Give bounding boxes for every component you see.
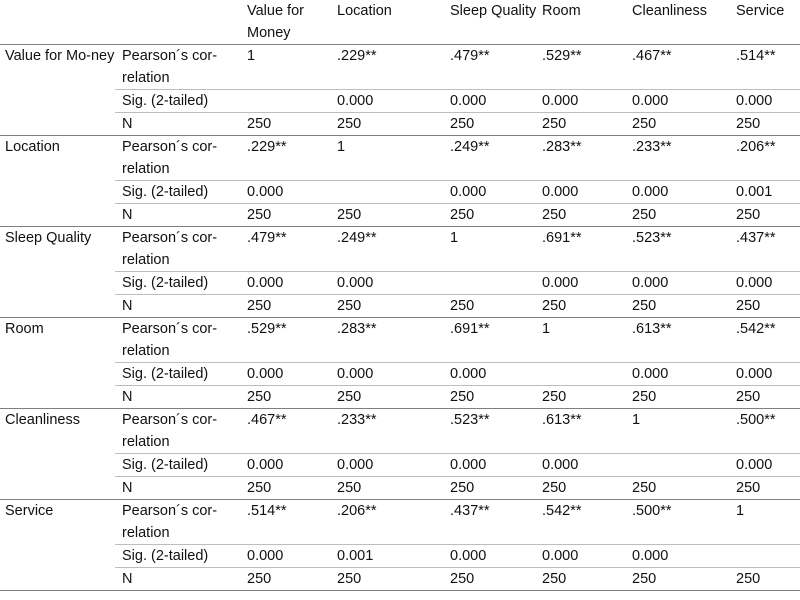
table-cell: 250 [332, 568, 445, 591]
table-cell: 0.000 [731, 363, 800, 386]
statistic-label: Sig. (2-tailed) [115, 272, 242, 295]
table-cell: 250 [731, 568, 800, 591]
table-cell: 250 [627, 204, 731, 227]
table-cell: .206** [332, 500, 445, 545]
statistic-label: Sig. (2-tailed) [115, 181, 242, 204]
table-cell: 250 [332, 295, 445, 318]
variable-name: Location [0, 136, 115, 227]
table-cell: .523** [627, 227, 731, 272]
table-cell: 0.000 [445, 454, 537, 477]
table-cell: .479** [242, 227, 332, 272]
table-cell: 0.000 [627, 545, 731, 568]
table-cell: 0.000 [242, 454, 332, 477]
table-cell: 0.000 [627, 272, 731, 295]
statistic-label: Pearson´s cor-relation [115, 409, 242, 454]
table-cell: 0.000 [537, 545, 627, 568]
variable-name: Cleanliness [0, 409, 115, 500]
table-cell: 0.001 [731, 181, 800, 204]
table-cell: .437** [731, 227, 800, 272]
n-row [0, 386, 800, 409]
table-cell: 250 [242, 295, 332, 318]
table-cell: 0.000 [242, 545, 332, 568]
table-cell: 250 [537, 568, 627, 591]
table-cell: .500** [627, 500, 731, 545]
column-header-service: Service [731, 0, 800, 45]
statistic-label: Pearson´s cor-relation [115, 136, 242, 181]
table-cell: .613** [627, 318, 731, 363]
header-row [0, 0, 800, 45]
table-cell: .691** [537, 227, 627, 272]
corner-cell [0, 0, 115, 45]
table-cell: 0.000 [332, 454, 445, 477]
table-cell: .467** [242, 409, 332, 454]
table-cell: .479** [445, 45, 537, 90]
sig-row [0, 90, 800, 113]
column-header-room: Room [537, 0, 627, 45]
table-cell: .206** [731, 136, 800, 181]
table-cell: .437** [445, 500, 537, 545]
table-cell: 250 [242, 477, 332, 500]
table-cell: 250 [627, 568, 731, 591]
table-cell: 0.000 [332, 272, 445, 295]
table-cell: 250 [332, 386, 445, 409]
table-cell: 250 [445, 295, 537, 318]
table-cell [537, 363, 627, 386]
statistic-label: N [115, 386, 242, 409]
table-cell: 1 [731, 500, 800, 545]
table-cell: .691** [445, 318, 537, 363]
n-row [0, 568, 800, 591]
table-cell: 0.000 [242, 363, 332, 386]
variable-name: Value for Mo-ney [0, 45, 115, 136]
table-cell: 0.000 [537, 90, 627, 113]
pearson-row [0, 45, 800, 90]
stat-header-cell [115, 0, 242, 45]
statistic-label: Pearson´s cor-relation [115, 318, 242, 363]
table-cell: 250 [445, 113, 537, 136]
variable-name: Room [0, 318, 115, 409]
table-cell: .523** [445, 409, 537, 454]
table-cell: .229** [332, 45, 445, 90]
table-cell: 0.000 [242, 181, 332, 204]
statistic-label: Sig. (2-tailed) [115, 545, 242, 568]
table-cell: 0.000 [445, 545, 537, 568]
table-cell: .500** [731, 409, 800, 454]
table-cell: 1 [627, 409, 731, 454]
table-cell: 250 [445, 568, 537, 591]
sig-row [0, 454, 800, 477]
table-cell: 0.000 [445, 90, 537, 113]
table-cell: 1 [332, 136, 445, 181]
table-cell: 0.000 [332, 363, 445, 386]
statistic-label: Pearson´s cor-relation [115, 45, 242, 90]
table-cell: 0.000 [332, 90, 445, 113]
pearson-row [0, 500, 800, 545]
table-cell: 250 [332, 113, 445, 136]
pearson-row [0, 136, 800, 181]
column-header-location: Location [332, 0, 445, 45]
column-header-sleep-quality: Sleep Quality [445, 0, 537, 45]
table-cell: .542** [537, 500, 627, 545]
table-cell: .233** [627, 136, 731, 181]
table-cell: 0.000 [627, 181, 731, 204]
table-cell: 0.000 [445, 363, 537, 386]
table-cell: 250 [731, 477, 800, 500]
table-cell: 250 [242, 386, 332, 409]
table-cell: .233** [332, 409, 445, 454]
table-cell: 250 [242, 113, 332, 136]
table-cell: .249** [445, 136, 537, 181]
table-header [0, 0, 800, 45]
table-cell: .229** [242, 136, 332, 181]
table-cell: 0.000 [627, 363, 731, 386]
table-cell: .529** [537, 45, 627, 90]
table-cell [627, 454, 731, 477]
statistic-label: Sig. (2-tailed) [115, 363, 242, 386]
table-cell: 0.000 [537, 454, 627, 477]
table-cell: 250 [537, 386, 627, 409]
table-cell: 250 [627, 113, 731, 136]
table-cell: 250 [537, 295, 627, 318]
table-cell: 0.000 [731, 454, 800, 477]
table-cell: 0.000 [242, 272, 332, 295]
table-cell: 250 [537, 204, 627, 227]
table-cell: 250 [445, 204, 537, 227]
table-cell: 1 [445, 227, 537, 272]
sig-row [0, 363, 800, 386]
n-row [0, 477, 800, 500]
n-row [0, 113, 800, 136]
table-cell: 250 [627, 477, 731, 500]
variable-name: Service [0, 500, 115, 591]
pearson-row [0, 409, 800, 454]
table-cell: .283** [537, 136, 627, 181]
table-cell: 0.000 [731, 90, 800, 113]
table-cell [332, 181, 445, 204]
column-header-value-for-money: Value for Money [242, 0, 332, 45]
table-cell: 250 [332, 477, 445, 500]
statistic-label: N [115, 568, 242, 591]
table-cell: 0.000 [537, 272, 627, 295]
sig-row [0, 545, 800, 568]
table-cell: 250 [627, 295, 731, 318]
table-cell: 1 [537, 318, 627, 363]
table-cell [445, 272, 537, 295]
table-cell: 250 [332, 204, 445, 227]
table-cell: .613** [537, 409, 627, 454]
table-cell: .542** [731, 318, 800, 363]
statistic-label: Sig. (2-tailed) [115, 90, 242, 113]
table-cell: .529** [242, 318, 332, 363]
table-cell: 250 [537, 477, 627, 500]
sig-row [0, 181, 800, 204]
table-cell: .467** [627, 45, 731, 90]
table-cell: 250 [537, 113, 627, 136]
pearson-row [0, 227, 800, 272]
table-cell: 1 [242, 45, 332, 90]
table-cell: 250 [731, 295, 800, 318]
table-cell: 250 [731, 386, 800, 409]
statistic-label: N [115, 477, 242, 500]
statistic-label: N [115, 204, 242, 227]
table-cell [242, 90, 332, 113]
table-cell: .514** [731, 45, 800, 90]
statistic-label: Sig. (2-tailed) [115, 454, 242, 477]
table-body [0, 45, 800, 591]
sig-row [0, 272, 800, 295]
variable-name: Sleep Quality [0, 227, 115, 318]
table-cell: 250 [242, 204, 332, 227]
table-cell: 0.000 [731, 272, 800, 295]
table-cell: .514** [242, 500, 332, 545]
table-cell: 0.001 [332, 545, 445, 568]
table-cell: 250 [731, 204, 800, 227]
pearson-row [0, 318, 800, 363]
n-row [0, 295, 800, 318]
table-cell: 250 [242, 568, 332, 591]
table-cell: .249** [332, 227, 445, 272]
statistic-label: N [115, 295, 242, 318]
table-cell: 0.000 [445, 181, 537, 204]
column-header-cleanliness: Cleanliness [627, 0, 731, 45]
table-cell: .283** [332, 318, 445, 363]
table-cell: 250 [445, 477, 537, 500]
n-row [0, 204, 800, 227]
statistic-label: Pearson´s cor-relation [115, 227, 242, 272]
table-cell: 0.000 [537, 181, 627, 204]
table-cell: 250 [731, 113, 800, 136]
statistic-label: N [115, 113, 242, 136]
statistic-label: Pearson´s cor-relation [115, 500, 242, 545]
table-cell: 0.000 [627, 90, 731, 113]
table-cell [731, 545, 800, 568]
table-cell: 250 [445, 386, 537, 409]
table-cell: 250 [627, 386, 731, 409]
